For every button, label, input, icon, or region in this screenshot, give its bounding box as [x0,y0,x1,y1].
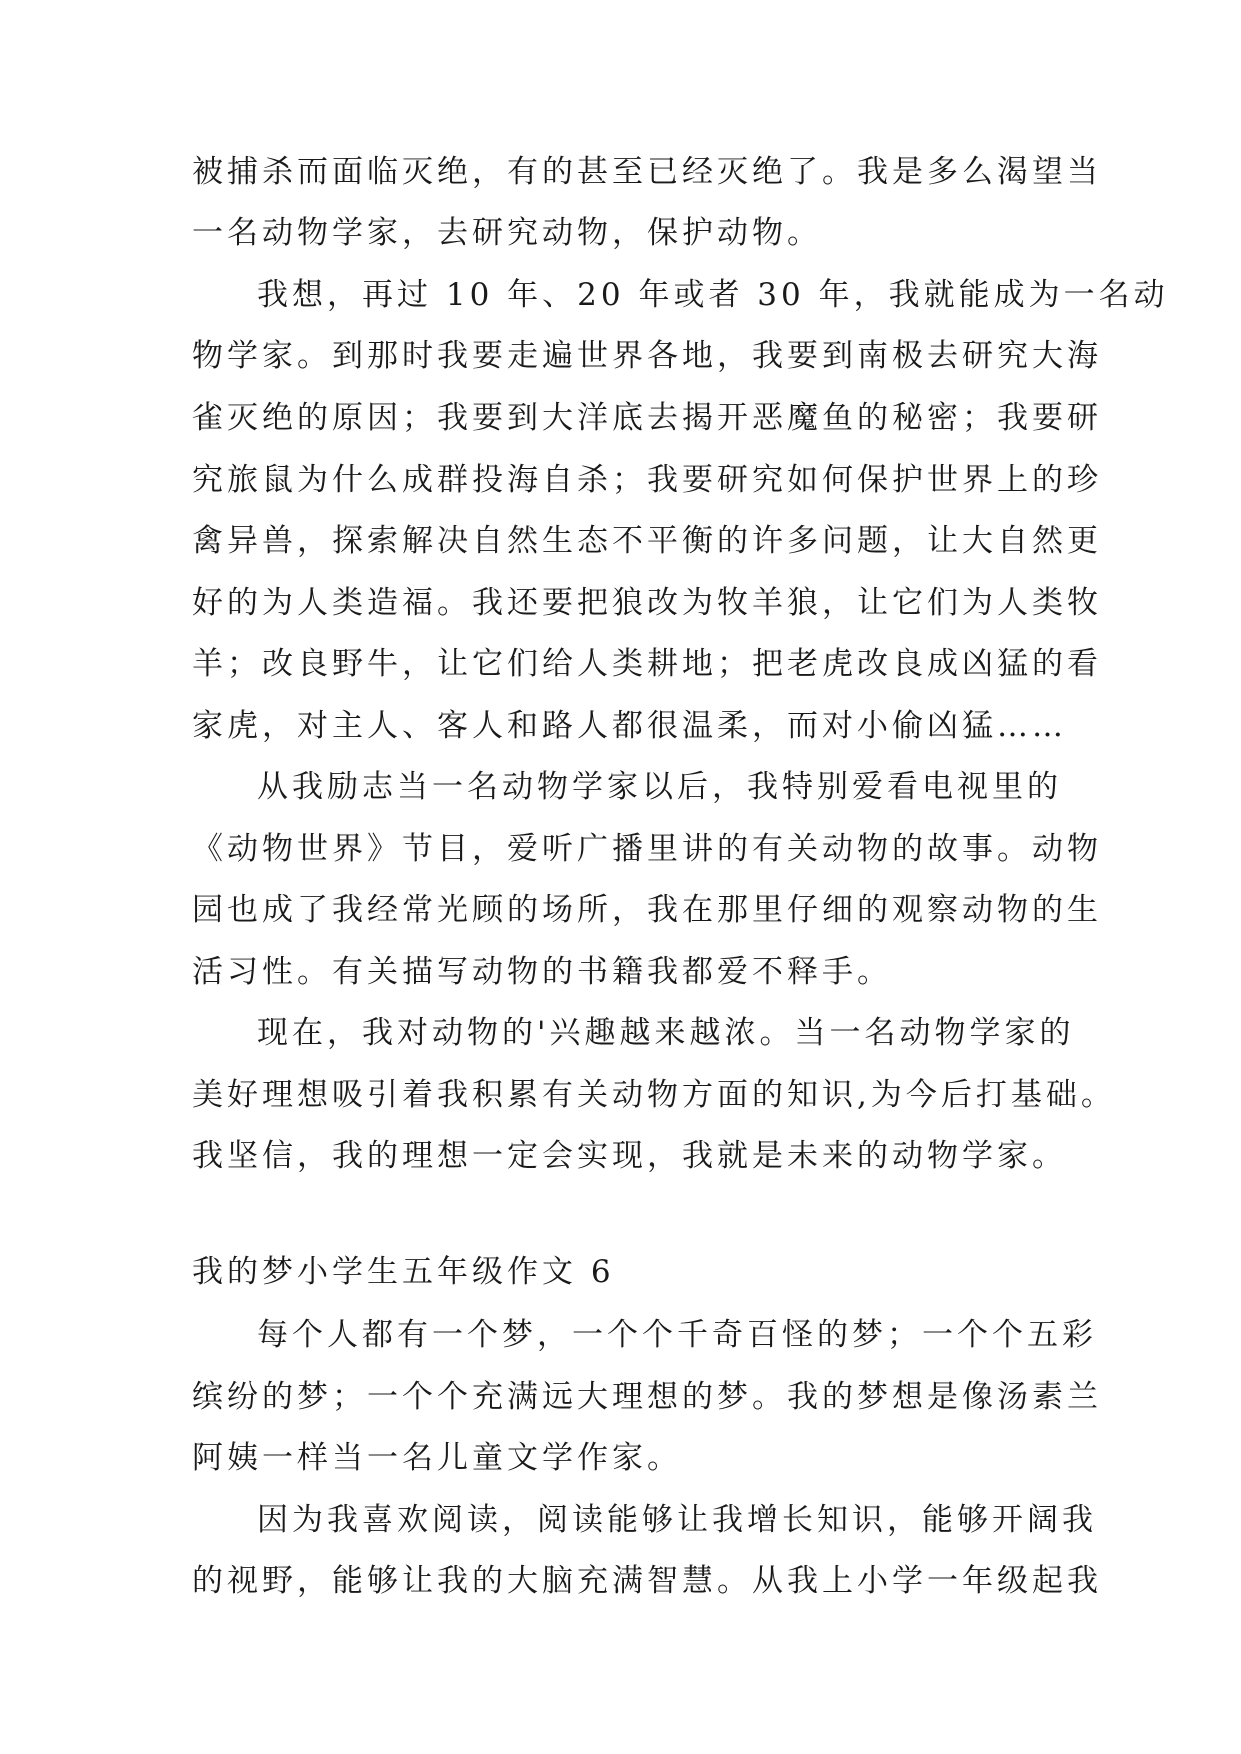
text-line: 好的为人类造福。我还要把狼改为牧羊狼，让它们为人类牧 [192,585,1102,621]
text-line: 我坚信，我的理想一定会实现，我就是未来的动物学家。 [192,1138,1067,1174]
text-line: 羊；改良野牛，让它们给人类耕地；把老虎改良成凶猛的看 [192,646,1102,682]
text-line: 园也成了我经常光顾的场所，我在那里仔细的观察动物的生 [192,892,1102,928]
text-line: 究旅鼠为什么成群投海自杀；我要研究如何保护世界上的珍 [192,462,1102,498]
text-line: 的视野，能够让我的大脑充满智慧。从我上小学一年级起我 [192,1563,1102,1599]
text-line: 《动物世界》节目，爱听广播里讲的有关动物的故事。动物 [192,831,1102,867]
section-heading: 我的梦小学生五年级作文 6 [192,1254,615,1290]
text-line: 物学家。到那时我要走遍世界各地，我要到南极去研究大海 [192,338,1102,374]
text-line: 美好理想吸引着我积累有关动物方面的知识,为今后打基础。 [192,1077,1116,1113]
text-line: 活习性。有关描写动物的书籍我都爱不释手。 [192,954,892,990]
text-line: 我想，再过 10 年、20 年或者 30 年，我就能成为一名动 [257,277,1169,313]
text-line: 阿姨一样当一名儿童文学作家。 [192,1440,682,1476]
text-line: 家虎，对主人、客人和路人都很温柔，而对小偷凶猛…… [192,708,1067,744]
text-line: 现在，我对动物的'兴趣越来越浓。当一名动物学家的 [257,1015,1075,1051]
text-line: 禽异兽，探索解决自然生态不平衡的许多问题，让大自然更 [192,523,1102,559]
text-line: 因为我喜欢阅读，阅读能够让我增长知识，能够开阔我 [257,1502,1097,1538]
text-line: 从我励志当一名动物学家以后，我特别爱看电视里的 [257,769,1062,805]
text-line: 缤纷的梦；一个个充满远大理想的梦。我的梦想是像汤素兰 [192,1379,1102,1415]
text-line: 一名动物学家，去研究动物，保护动物。 [192,215,822,251]
text-line: 每个人都有一个梦，一个个千奇百怪的梦；一个个五彩 [257,1317,1097,1353]
text-line: 被捕杀而面临灭绝，有的甚至已经灭绝了。我是多么渴望当 [192,154,1102,190]
text-line: 雀灭绝的原因；我要到大洋底去揭开恶魔鱼的秘密；我要研 [192,400,1102,436]
